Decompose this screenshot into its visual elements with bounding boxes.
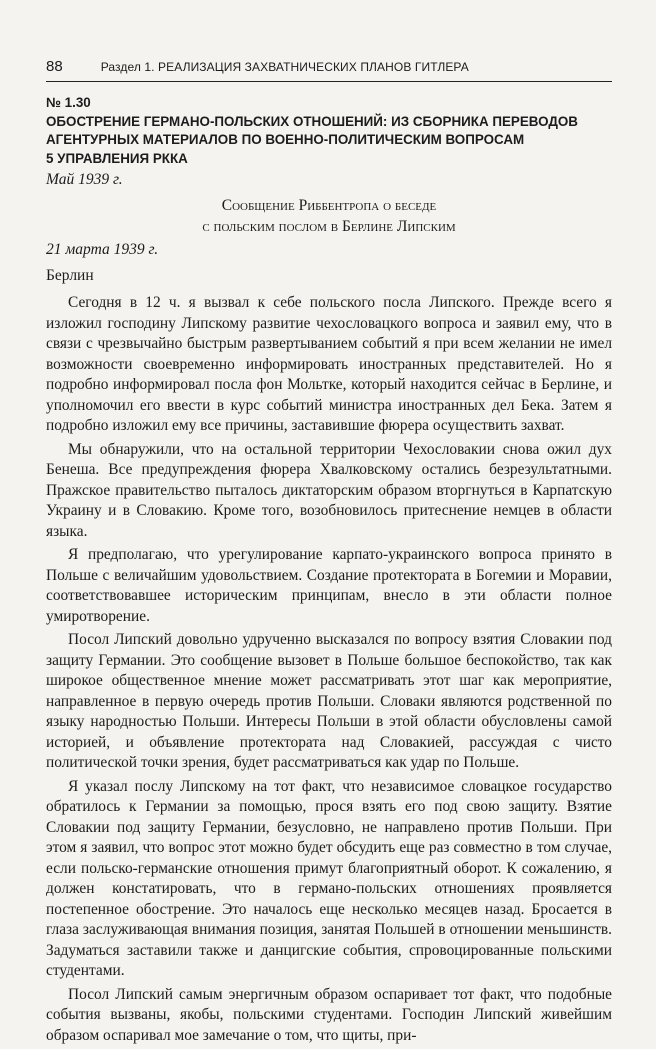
running-header xyxy=(46,58,612,82)
page-number: 88 xyxy=(46,58,63,75)
paragraph: Я указал послу Липскому на тот факт, что независимое словацкое государство обратилось к Германии за помощью, прося взять его под свою защиту. Взятие Словакии под защиту Германии, безусловно, не направлено против Польши. При этом я заявил, что вопрос этот можно будет обсудить еще раз совместно в том случае, если польско-германские отношения примут благоприятный оборот. К сожалению, я должен констатировать, что в германо-польских отношениях проявляется постепенное обострение. Это началось еще несколько месяцев назад. Бросается в глаза заслуживающая внимания позиция, занятая Польшей в отношении меньшинств. Задуматься заставили также и данцигские события, спровоцированные польскими студентами. xyxy=(46,777,612,979)
document-number: № 1.30 xyxy=(46,95,91,110)
document-heading: ОБОСТРЕНИЕ ГЕРМАНО-ПОЛЬСКИХ ОТНОШЕНИЙ: ИЗ СБОРНИКА ПЕРЕВОДОВ АГЕНТУРНЫХ МАТЕРИАЛОВ ПО ВОЕННО-ПОЛИТИЧЕСКИМ ВОПРОСАМ 5 УПРАВЛЕНИЯ РККА xyxy=(46,113,578,166)
memo-place: Берлин xyxy=(46,267,94,284)
paragraph: Я предполагаю, что урегулирование карпато-украинского вопроса принято в Польше с величайшим удовольствием. Создание протектората в Богемии и Моравии, соответствовавшее историческим принципам, внесло в эти области полное умиротворение. xyxy=(46,546,612,625)
paragraph: Сегодня в 12 ч. я вызвал к себе польского посла Липского. Прежде всего я изложил господину Липскому развитие чехословацкого вопроса и заявил ему, что в связи с чрезвычайно быстрым развертыванием событий я при всем желании не имел возможности своевременно информировать иностранных представителей. Но я подробно информировал посла фон Мольтке, который находится сейчас в Берлине, и уполномочил его ввести в курс событий министра иностранных дел Бека. Затем я подробно изложил ему все причины, заставившие фюрера осуществить захват. xyxy=(46,294,612,434)
paragraph: Посол Липский довольно удрученно высказался по вопросу взятия Словакии под защиту Германии. Это сообщение вызовет в Польше большое беспокойство, так как широкое общественное мнение может рассматривать этот шаг как мероприятие, направленное в первую очередь против Польши. Словаки являются родственной по языку народностью Польши. Интересы Польши в этой области обусловлены самой историей, и объявление протектората над Словакией, рассуждая с чисто политической точки зрения, будет рассматриваться как удар по Польше. xyxy=(46,631,612,771)
paragraph: Посол Липский самым энергичным образом оспаривает тот факт, что подобные события вызваны, якобы, польскими студентами. Господин Липский живейшим образом оспаривал мое замечание о том, что щиты, при- xyxy=(46,985,612,1044)
section-title: Раздел 1. РЕАЛИЗАЦИЯ ЗАХВАТНИЧЕСКИХ ПЛАНОВ ГИТЛЕРА xyxy=(100,60,469,74)
book-page xyxy=(46,58,612,1049)
memo-date: 21 марта 1939 г. xyxy=(46,241,159,258)
paragraph: Мы обнаружили, что на остальной территории Чехословакии снова ожил дух Бенеша. Все предупреждения фюрера Хвалковскому остались безрезультатными. Пражское правительство пыталось диктаторским образом вторгнуться в Карпатскую Украину и в Словакию. Кроме того, возобновилось притеснение немцев в области языка. xyxy=(46,440,612,540)
memo-body xyxy=(46,293,612,1046)
memo-title: Сообщение Риббентропа о беседе с польским послом в Берлине Липским xyxy=(202,197,456,235)
document-date: Май 1939 г. xyxy=(46,171,123,188)
